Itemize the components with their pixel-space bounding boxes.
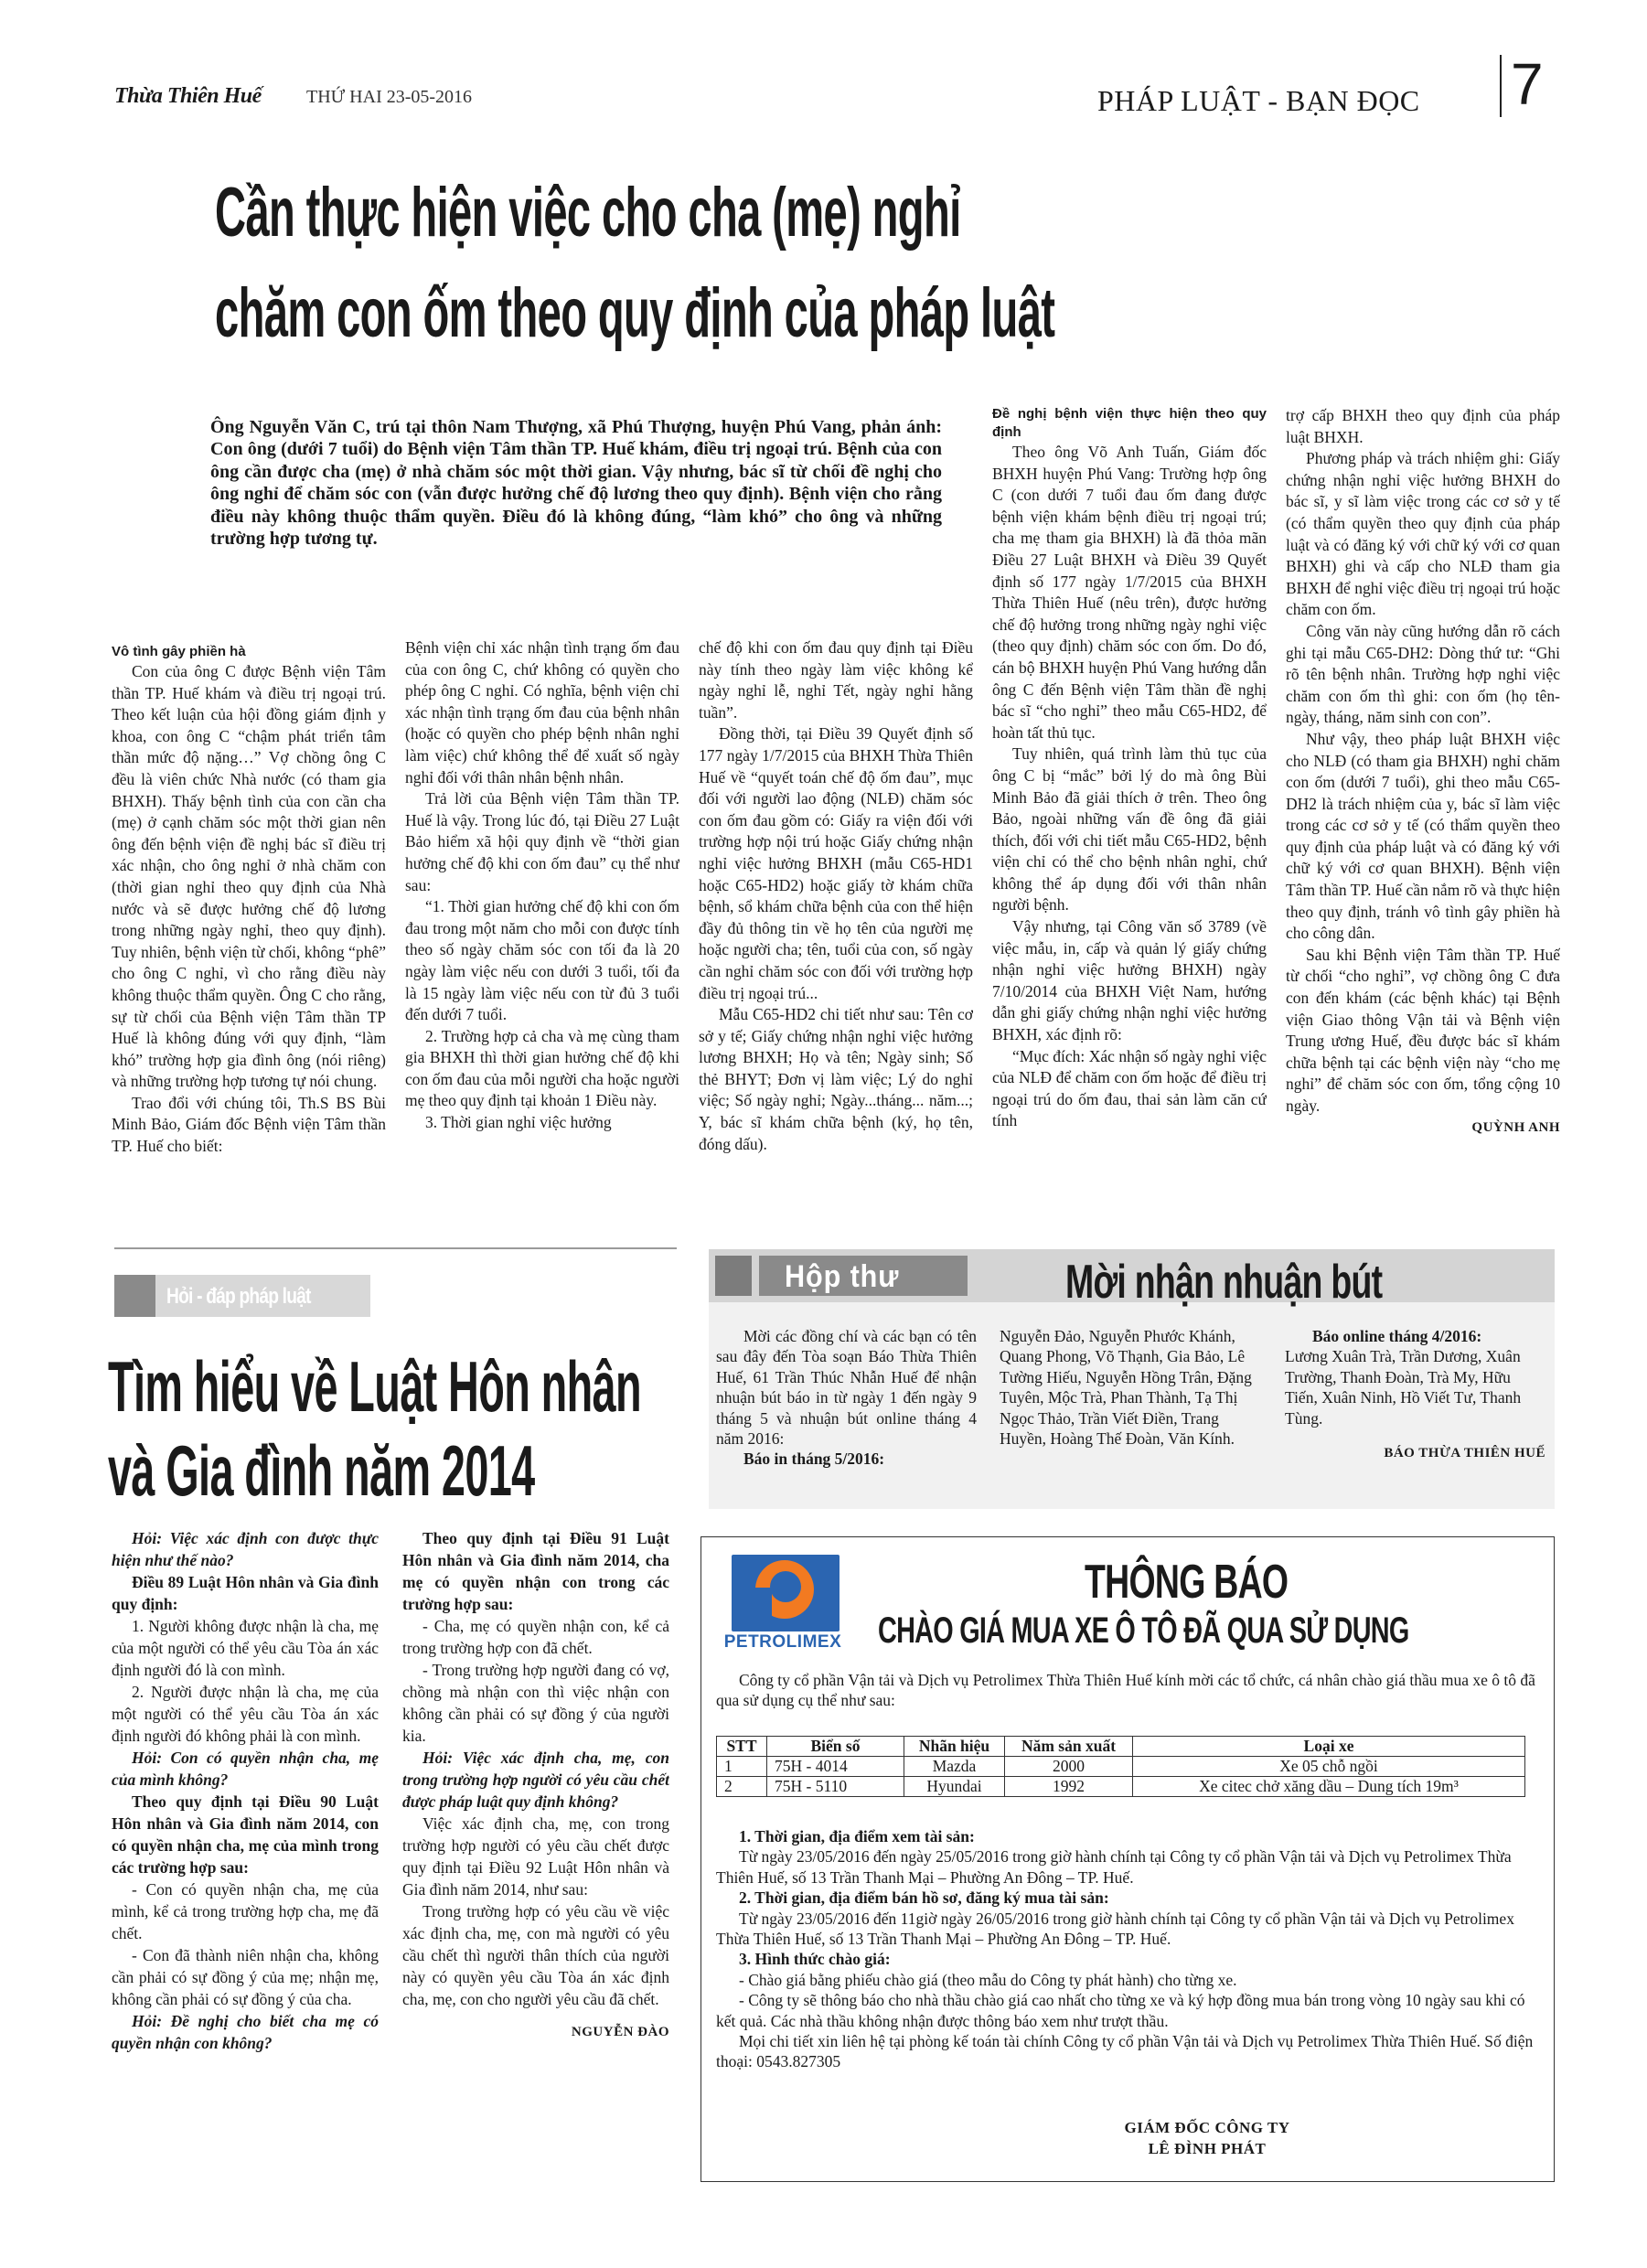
page-number: 7 (1511, 51, 1544, 117)
paragraph: Con của ông C được Bệnh viện Tâm thần TP. Huế khám và điều trị ngoại trú. Theo kết luận của hội đồng giám định y khoa, con ông C “chậm phát triển tâm thần mức độ nặng…” Vợ chồng ông C đều là viên chức Nhà nước (có tham gia BHXH). Thấy bệnh tình của con cần cha (mẹ) ở cạnh chăm sóc một thời gian nên ông đến bệnh viện đề nghị bác sĩ điều trị xác nhận, cho ông nghỉ ở nhà chăm con (thời gian nghỉ theo quy định của Nhà nước và sẽ được hưởng chế độ lương trong những ngày nghỉ, theo quy định). Tuy nhiên, bệnh viện từ chối, không “phê” cho ông C nghỉ, vì cho rằng điều này không thuộc thẩm quyền. Ông C cho rằng, sự từ chối của Bệnh viện Tâm thần TP Huế là không đúng với quy định, “làm khó” trường hợp gia đình ông (nói riêng) và những trường hợp tương tự nói chung. (112, 662, 386, 1091)
paragraph: - Công ty sẽ thông báo cho nhà thầu chào giá cao nhất cho từng xe và ký hợp đồng mua bán trong vòng 10 ngày sau khi có kết quả. Các nhà thầu không nhận được thông báo xem như trượt thầu. (716, 1991, 1525, 2030)
qa-headline (108, 1344, 641, 1513)
paragraph: - Trong trường hợp người đang có vợ, chồng mà nhận con thì việc nhận con không cần phải có sự đồng ý của người kia. (402, 1661, 669, 1745)
answer-heading: Điều 89 Luật Hôn nhân và Gia đình quy định: (112, 1573, 379, 1613)
paragraph: - Con đã thành niên nhận cha, không cần phải có sự đồng ý của mẹ; nhận mẹ, không cần phải có sự đồng ý của cha. (112, 1946, 379, 2008)
paragraph: Mẫu C65-HD2 chi tiết như sau: Tên cơ sở y tế; Giấy chứng nhận nghỉ việc hưởng lương BHXH; Họ và tên; Ngày sinh; Số thẻ BHYT; Đơn vị làm việc; Lý do nghỉ việc; Số ngày nghỉ; Ngày...tháng... năm...; Y, bác sĩ khám chữa bệnh (ký, họ tên, đóng dấu). (699, 1005, 973, 1153)
paragraph: Từ ngày 23/05/2016 đến 11giờ ngày 26/05/2016 trong giờ hành chính tại Công ty cổ phần Vận tải và Dịch vụ Petrolimex Thừa Thiên Huế, số 13 Trần Thanh Mại – Phường An Đông – TP. Huế. (716, 1909, 1514, 1949)
paragraph: 1. Người không được nhận là cha, mẹ của một người có thể yêu cầu Tòa án xác định người đó là con mình. (112, 1617, 379, 1679)
petrolimex-logo (732, 1555, 840, 1631)
mailbox-column-3 (1285, 1326, 1545, 1463)
answer-heading: Theo quy định tại Điều 91 Luật Hôn nhân và Gia đình năm 2014, cha mẹ có quyền nhận con trong các trường hợp sau: (402, 1529, 669, 1613)
paragraph: Phương pháp và trách nhiệm ghi: Giấy chứng nhận nghỉ việc hưởng BHXH do bác sĩ, y sĩ làm việc trong các cơ sở y tế (có thẩm quyền theo quy định của pháp luật và có đăng ký với chữ ký với cơ quan BHXH) ghi và cấp cho NLĐ tham gia BHXH để nghỉ việc điều trị ngoại trú hoặc chăm con ốm. (1286, 449, 1560, 619)
notice-subtitle: CHÀO GIÁ MUA XE Ô TÔ ĐÃ QUA SỬ DỤNG (878, 1610, 1409, 1651)
question: Hỏi: Con có quyền nhận cha, mẹ của mình không? (112, 1749, 379, 1789)
mailbox-label: Hộp thư (785, 1259, 900, 1294)
mailbox-online-names: Lương Xuân Trà, Trần Dương, Xuân Trường, Thanh Đoàn, Trà My, Hữu Tiến, Xuân Ninh, Hồ Viết Tư, Thanh Tùng. (1285, 1347, 1522, 1428)
qa-headline-line1: Tìm hiểu về Luật Hôn nhân (108, 1346, 642, 1427)
paragraph: Sau khi Bệnh viện Tâm thần TP. Huế từ chối “cho nghỉ”, vợ chồng ông C đưa con đến khám (các bệnh khác) tại Bệnh viện Giao thông Vận tải và Bệnh viện Trung ương Huế, đều được bác sĩ khám chữa bệnh tại các bệnh viện này “cho mẹ nghỉ” để chăm sóc con ốm, tổng cộng 10 ngày. (1286, 945, 1560, 1115)
logo-ring-inner (770, 1571, 801, 1602)
notice-section-title: 3. Hình thức chào giá: (739, 1950, 891, 1969)
table-row (717, 1777, 1525, 1797)
table-cell: Xe 05 chỗ ngồi (1133, 1757, 1525, 1777)
paragraph: 3. Thời gian nghỉ việc hưởng (425, 1113, 612, 1132)
qa-headline-line2: và Gia đình năm 2014 (108, 1430, 535, 1511)
notice-section-title: 1. Thời gian, địa điểm xem tài sản: (739, 1827, 975, 1845)
answer-heading: Theo quy định tại Điều 90 Luật Hôn nhân và Gia đình năm 2014, con có quyền nhận cha, mẹ của mình trong các trường hợp sau: (112, 1792, 379, 1877)
qa-tag-label: Hỏi - đáp pháp luật (166, 1284, 311, 1309)
section-title: PHÁP LUẬT - BẠN ĐỌC (1097, 84, 1420, 117)
paragraph: Mọi chi tiết xin liên hệ tại phòng kế toán tài chính Công ty cổ phần Vận tải và Dịch vụ Petrolimex Thừa Thiên Huế. Số điện thoại: 0543.827305 (716, 2032, 1534, 2071)
notice-title: THÔNG BÁO (1085, 1556, 1289, 1609)
paragraph: Từ ngày 23/05/2016 đến ngày 25/05/2016 trong giờ hành chính tại Công ty cổ phần Vận tải và Dịch vụ Petrolimex Thừa Thiên Huế, số 13 Trần Thanh Mại – Phường An Đông – TP. Huế. (716, 1847, 1512, 1887)
paragraph: Theo ông Võ Anh Tuấn, Giám đốc BHXH huyện Phú Vang: Trường hợp ông C (con dưới 7 tuổi đau ốm đang được bệnh viện khám bệnh điều trị ngoại trú; cha mẹ tham gia BHXH) là đã thỏa mãn Điều 27 Luật BHXH và Điều 39 Quyết định số 177 ngày 1/7/2015 của BHXH Thừa Thiên Huế (nêu trên), được hưởng chế độ hưởng trong những ngày nghỉ việc (theo quy định) chăm sóc con ốm. Do đó, cán bộ BHXH huyện Phú Vang hướng dẫn ông C đến Bệnh viện Tâm thần đề nghị bác sĩ “cho nghỉ” theo mẫu C65-HD2, để hoàn tất thủ tục. (992, 443, 1267, 742)
mailbox-print-label: Báo in tháng 5/2016: (743, 1450, 885, 1469)
table-cell: 2000 (1005, 1757, 1133, 1777)
table-header-cell: Năm sản xuất (1005, 1737, 1133, 1757)
main-lead: Ông Nguyễn Văn C, trú tại thôn Nam Thượng, xã Phú Thượng, huyện Phú Vang, phản ánh: Con ông (dưới 7 tuổi) do Bệnh viện Tâm thần TP. Huế khám, điều trị ngoại trú. Bệnh của con ông cần được cha (mẹ) ở nhà chăm sóc một thời gian. Vậy nhưng, bác sĩ từ chối đề nghị cho ông nghỉ để chăm sóc con (vẫn được hưởng chế độ lương theo quy định). Bệnh viện cho rằng điều này không thuộc thẩm quyền. Điều đó là không đúng, “làm khó” cho ông và những trường hợp tương tự. (210, 417, 942, 550)
main-column-4 (992, 405, 1267, 1223)
notice-section-title: 2. Thời gian, địa điểm bán hồ sơ, đăng ký mua tài sản: (739, 1888, 1109, 1908)
mailbox-column-2 (1000, 1326, 1265, 1449)
main-column-5 (1286, 405, 1560, 1237)
table-cell: Hyundai (904, 1777, 1005, 1797)
tag-marker (114, 1275, 155, 1317)
paragraph: Như vậy, theo pháp luật BHXH việc cho NLĐ (có tham gia BHXH) nghỉ chăm con ốm (dưới 7 tuổi), ghi theo mẫu C65-DH2 là trách nhiệm của y, bác sĩ làm việc trong các cơ sở y tế (có thẩm quyền theo quy định của pháp luật và có đăng ký với chữ ký với cơ quan BHXH). Bệnh viện Tâm thần TP. Huế cần nắm rõ và thực hiện theo quy định, tránh vô tình gây phiền hà cho công dân. (1286, 729, 1560, 943)
vehicle-table (716, 1736, 1525, 1797)
table-cell: 1992 (1005, 1777, 1133, 1797)
table-cell: 75H - 4014 (767, 1757, 904, 1777)
main-column-3 (699, 637, 973, 1223)
table-cell: 2 (717, 1777, 767, 1797)
paragraph: trợ cấp BHXH theo quy định của pháp luật BHXH. (1286, 406, 1560, 446)
main-headline-line1: Cần thực hiện việc cho cha (mẹ) nghỉ (215, 174, 961, 251)
main-headline (215, 163, 1054, 364)
paragraph: - Chào giá bằng phiếu chào giá (theo mẫu do Công ty phát hành) cho từng xe. (739, 1970, 1237, 1989)
header-divider (1500, 55, 1502, 117)
subheading: Đề nghị bệnh viện thực hiện theo quy định (992, 406, 1267, 440)
tag-marker (715, 1256, 752, 1296)
paragraph: “Mục đích: Xác nhận số ngày nghỉ việc của NLĐ để chăm con ốm hoặc để điều trị ngoại trú do ốm đau, thai sản làm căn cứ tính (992, 1046, 1267, 1130)
table-header-cell: Nhãn hiệu (904, 1737, 1005, 1757)
logo-stem (755, 1588, 772, 1624)
notice-intro: Công ty cổ phần Vận tải và Dịch vụ Petrolimex Thừa Thiên Huế kính mời các tổ chức, cá nhân chào giá thầu mua xe ô tô đã qua sử dụng cụ thể như sau: (716, 1671, 1535, 1710)
petrolimex-logo-text: PETROLIMEX (723, 1632, 842, 1652)
subheading: Vô tình gây phiền hà (112, 644, 246, 659)
signature-name: LÊ ĐÌNH PHÁT (1148, 2140, 1267, 2157)
newspaper-name: Thừa Thiên Huế (114, 84, 262, 108)
paragraph: Bệnh viện chỉ xác nhận tình trạng ốm đau của con ông C, chứ không có quyền cho phép ông C nghỉ. Có nghĩa, bệnh viện chỉ xác nhận tình trạng ốm đau của bệnh nhân (hoặc có quyền cho phép bệnh nhân nghỉ làm việc) chứ không thể để xuất số ngày nghỉ đối với thân nhân bệnh nhân. (405, 638, 679, 786)
table-header-row (717, 1737, 1525, 1757)
main-headline-line2: chăm con ốm theo quy định của pháp luật (215, 274, 1055, 352)
mailbox-online-label: Báo online tháng 4/2016: (1312, 1327, 1482, 1345)
question: Hỏi: Việc xác định cha, mẹ, con trong trường hợp người có yêu cầu chết được pháp luật quy định không? (402, 1749, 669, 1811)
main-column-1 (112, 643, 386, 1219)
table-cell: 75H - 5110 (767, 1777, 904, 1797)
table-cell: Xe citec chở xăng dầu – Dung tích 19m³ (1133, 1777, 1525, 1797)
paragraph: - Con có quyền nhận cha, mẹ của mình, kể cả trong trường hợp cha, mẹ đã chết. (112, 1880, 379, 1942)
signature-title: GIÁM ĐỐC CÔNG TY (1124, 2119, 1290, 2136)
paragraph: Tuy nhiên, quá trình làm thủ tục của ông C bị “mắc” bởi lý do mà ông Bùi Minh Bảo đã giải thích ở trên. Theo ông Bảo, ngoài những vấn đề ông đã giải thích, đối với chi tiết mẫu C65-HD2, bệnh viện chỉ có thể cho bệnh nhân nghỉ, chứ không thể áp dụng đối với thân nhân người bệnh. (992, 744, 1267, 915)
mailbox-heading: Mời nhận nhuận bút (1065, 1256, 1383, 1309)
paragraph: 2. Người được nhận là cha, mẹ của một người có thể yêu cầu Tòa án xác định người đó không phải là con mình. (112, 1683, 379, 1745)
paragraph: Vậy nhưng, tại Công văn số 3789 (về việc mẫu, in, cấp và quản lý giấy chứng nhận nghỉ việc hưởng BHXH) ngày 7/10/2014 của BHXH Việt Nam, hướng dẫn ghi giấy chứng nhận nghỉ việc hưởng BHXH, xác định rõ: (992, 917, 1267, 1044)
paragraph: Việc xác định cha, mẹ, con trong trường hợp người có yêu cầu chết được quy định tại Điều 92 Luật Hôn nhân và Gia đình năm 2014, như sau: (402, 1814, 669, 1899)
notice-signature (1061, 2117, 1353, 2159)
paragraph: Công văn này cũng hướng dẫn rõ cách ghi tại mẫu C65-DH2: Dòng thứ tư: “Ghi rõ tên bệnh nhân. Trường hợp nghỉ việc chăm con ốm thì ghi: con ốm (họ tên- ngày, tháng, năm sinh con con”. (1286, 621, 1560, 727)
mailbox-signature: BÁO THỪA THIÊN HUẾ (1384, 1446, 1545, 1461)
question: Hỏi: Đề nghị cho biết cha mẹ có quyền nhận con không? (112, 2012, 379, 2052)
qa-section-tag (114, 1275, 370, 1317)
table-header-cell: STT (717, 1737, 767, 1757)
paragraph: Trong trường hợp có yêu cầu về việc xác định cha, mẹ, con mà người có yêu cầu chết thì người thân thích của người này có quyền yêu cầu Tòa án xác định cha, mẹ, con cho người yêu cầu đã chết. (402, 1902, 669, 2008)
mailbox-print-names: Nguyễn Đảo, Nguyễn Phước Khánh, Quang Phong, Võ Thạnh, Gia Bảo, Lê Tường Hiếu, Nguyễn Hồng Trân, Đặng Tuyên, Mộc Trà, Phan Thành, Tạ Thị Ngọc Thảo, Trần Viết Điền, Trang Huyền, Hoàng Thế Đoàn, Văn Kính. (1000, 1327, 1252, 1449)
author-byline: NGUYỄN ĐÀO (571, 2025, 669, 2039)
paragraph: Trả lời của Bệnh viện Tâm thần TP. Huế là vậy. Trong lúc đó, tại Điều 27 Luật Bảo hiểm xã hội quy định về “thời gian hưởng chế độ khi con ốm đau” cụ thể như sau: (405, 789, 679, 894)
paragraph: 2. Trường hợp cả cha và mẹ cùng tham gia BHXH thì thời gian hưởng chế độ khi con ốm đau của mỗi người cha hoặc người mẹ theo quy định tại khoản 1 Điều này. (405, 1026, 679, 1110)
qa-column-2 (402, 1527, 669, 2195)
paragraph: Đồng thời, tại Điều 39 Quyết định số 177 ngày 1/7/2015 của BHXH Thừa Thiên Huế về “quyết toán chế độ ốm đau”, mục đối với người lao động (NLĐ) chăm sóc con ốm đau gồm có: Giấy ra viện đối với trường hợp nội trú hoặc Giấy chứng nhận nghỉ việc hưởng BHXH (mẫu C65-HD1 hoặc C65-HD2) hoặc giấy tờ khám chữa bệnh, sổ khám chữa bệnh của con thể hiện đầy đủ thông tin về họ tên của người mẹ hoặc người cha; tên, tuổi của con, số ngày cần nghỉ chăm sóc con đối với trường hợp điều trị ngoại trú... (699, 724, 973, 1002)
notice-body (716, 1826, 1539, 2072)
issue-date: THỨ HAI 23-05-2016 (306, 87, 473, 107)
paragraph: - Cha, mẹ có quyền nhận con, kể cả trong trường hợp con đã chết. (402, 1617, 669, 1657)
main-column-2 (405, 637, 679, 1223)
table-cell: Mazda (904, 1757, 1005, 1777)
mailbox-label-box (759, 1256, 968, 1296)
paragraph: Trao đổi với chúng tôi, Th.S BS Bùi Minh Bảo, Giám đốc Bệnh viện Tâm thần TP. Huế cho biết: (112, 1093, 386, 1156)
table-row (717, 1757, 1525, 1777)
question: Hỏi: Việc xác định con được thực hiện như thế nào? (112, 1529, 379, 1569)
table-header-cell: Loại xe (1133, 1737, 1525, 1757)
paragraph: “1. Thời gian hưởng chế độ khi con ốm đau trong một năm cho mỗi con được tính theo số ngày chăm sóc con tối đa là 20 ngày làm việc nếu con dưới 3 tuổi, tối đa là 15 ngày làm việc nếu con từ đủ 3 tuổi đến dưới 7 tuổi. (405, 897, 679, 1024)
mailbox-intro: Mời các đồng chí và các bạn có tên sau đây đến Tòa soạn Báo Thừa Thiên Huế, 61 Trần Thúc Nhẫn Huế để nhận nhuận bút báo in từ ngày 1 đến ngày 9 tháng 5 và nhuận bút online tháng 4 năm 2016: (716, 1327, 977, 1449)
section-divider (114, 1247, 677, 1249)
table-cell: 1 (717, 1757, 767, 1777)
author-byline: QUỲNH ANH (1471, 1119, 1560, 1135)
paragraph: chế độ khi con ốm đau quy định tại Điều này tính theo ngày làm việc không kể ngày nghỉ lễ, nghỉ Tết, ngày nghỉ hằng tuần”. (699, 638, 973, 722)
table-header-cell: Biển số (767, 1737, 904, 1757)
mailbox-column-1 (716, 1326, 977, 1470)
qa-column-1 (112, 1527, 379, 2190)
